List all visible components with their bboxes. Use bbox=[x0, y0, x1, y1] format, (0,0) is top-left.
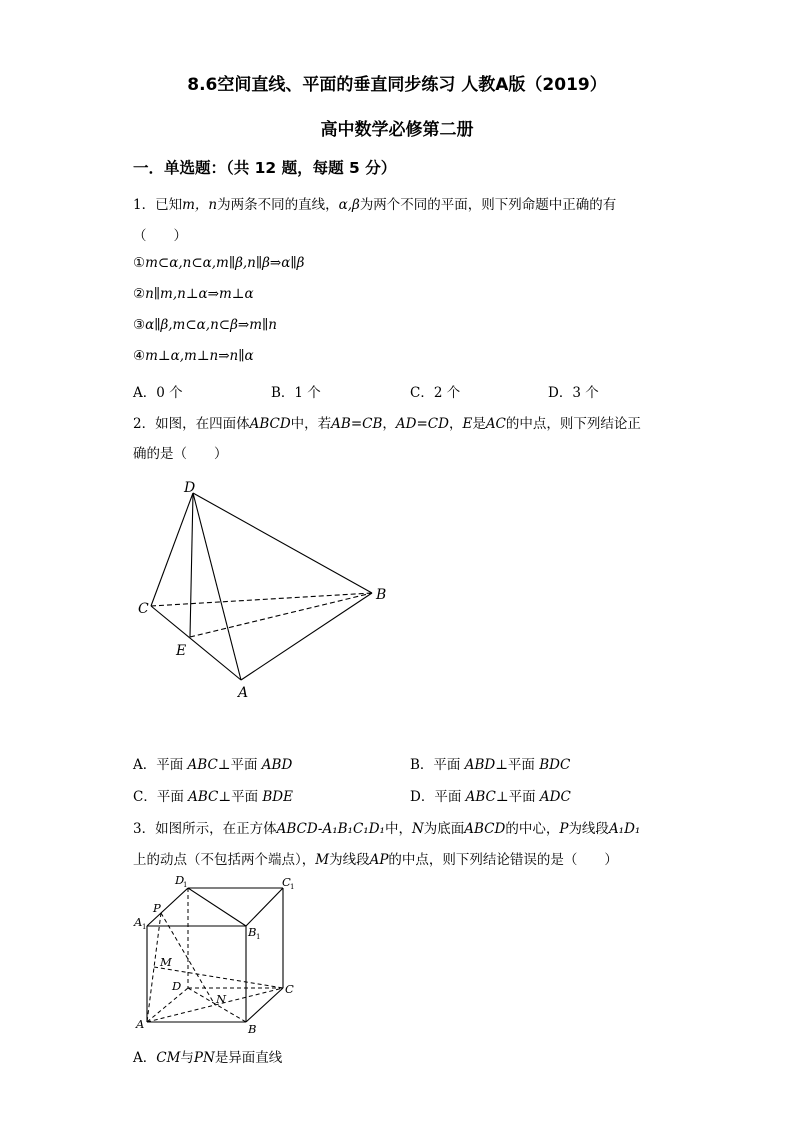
q3-stem-line2: 上的动点（不包括两个端点），M为线段AP的中点，则下列结论错误的是（ ） bbox=[133, 852, 618, 868]
label-c: C bbox=[138, 601, 149, 617]
page-title-line2: 高中数学必修第二册 bbox=[320, 120, 474, 140]
q2-option-b[interactable]: B．平面 ABD⊥平面 BDC bbox=[410, 757, 571, 773]
q1-item-3: ③α∥β,m⊂α,n⊂β⇒m∥n bbox=[133, 317, 277, 333]
q2-option-a[interactable]: A．平面 ABC⊥平面 ABD bbox=[133, 757, 293, 773]
label-n: N bbox=[216, 992, 227, 1006]
q1-item-1: ①m⊂α,n⊂α,m∥β,n∥β⇒α∥β bbox=[133, 255, 305, 271]
svg-text:1: 1 bbox=[256, 933, 261, 941]
section-heading: 一．单选题：（共 12 题，每题 5 分） bbox=[133, 159, 397, 177]
q1-stem: 1．已知m，n为两条不同的直线，α,β为两个不同的平面，则下列命题中正确的有 bbox=[133, 197, 617, 213]
q1-option-a[interactable]: A．0 个 bbox=[133, 385, 183, 401]
label-b: B bbox=[248, 1022, 257, 1036]
q1-option-b[interactable]: B．1 个 bbox=[271, 385, 321, 401]
label-d1: D bbox=[175, 873, 185, 887]
svg-text:1: 1 bbox=[290, 883, 295, 891]
q2-stem: 2．如图，在四面体ABCD中，若AB=CB，AD=CD，E是AC的中点，则下列结论正 bbox=[133, 416, 641, 432]
label-m: M bbox=[160, 955, 172, 969]
svg-text:1: 1 bbox=[183, 881, 188, 889]
label-d: D bbox=[184, 480, 196, 496]
page-title-line1: 8.6空间直线、平面的垂直同步练习 人教A版（2019） bbox=[187, 75, 607, 95]
q2-stem-line2: 确的是（ ） bbox=[133, 446, 228, 462]
q1-item-4: ④m⊥α,m⊥n⇒n∥α bbox=[133, 348, 254, 364]
q3-stem: 3．如图所示，在正方体ABCD-A₁B₁C₁D₁中，N为底面ABCD的中心，P为线段A₁D₁ bbox=[133, 821, 641, 837]
q2-option-c[interactable]: C．平面 ABC⊥平面 BDE bbox=[133, 789, 293, 805]
label-e: E bbox=[176, 643, 187, 659]
label-p: P bbox=[153, 901, 161, 915]
q1-option-d[interactable]: D．3 个 bbox=[548, 385, 599, 401]
q1-option-c[interactable]: C．2 个 bbox=[410, 385, 461, 401]
q1-paren: （ ） bbox=[133, 228, 187, 244]
label-c1: C bbox=[282, 875, 291, 889]
label-c: C bbox=[285, 982, 294, 996]
label-b: B bbox=[376, 587, 387, 603]
q1-item-2: ②n∥m,n⊥α⇒m⊥α bbox=[133, 286, 254, 302]
label-d: D bbox=[172, 979, 182, 993]
label-b1: B bbox=[248, 925, 257, 939]
svg-text:1: 1 bbox=[142, 923, 147, 931]
label-a: A bbox=[136, 1017, 145, 1031]
q2-option-d[interactable]: D．平面 ABC⊥平面 ADC bbox=[410, 789, 571, 805]
q3-option-a[interactable]: A．CM与PN是异面直线 bbox=[133, 1050, 283, 1066]
label-a1: A bbox=[134, 915, 143, 929]
label-a: A bbox=[238, 685, 249, 701]
